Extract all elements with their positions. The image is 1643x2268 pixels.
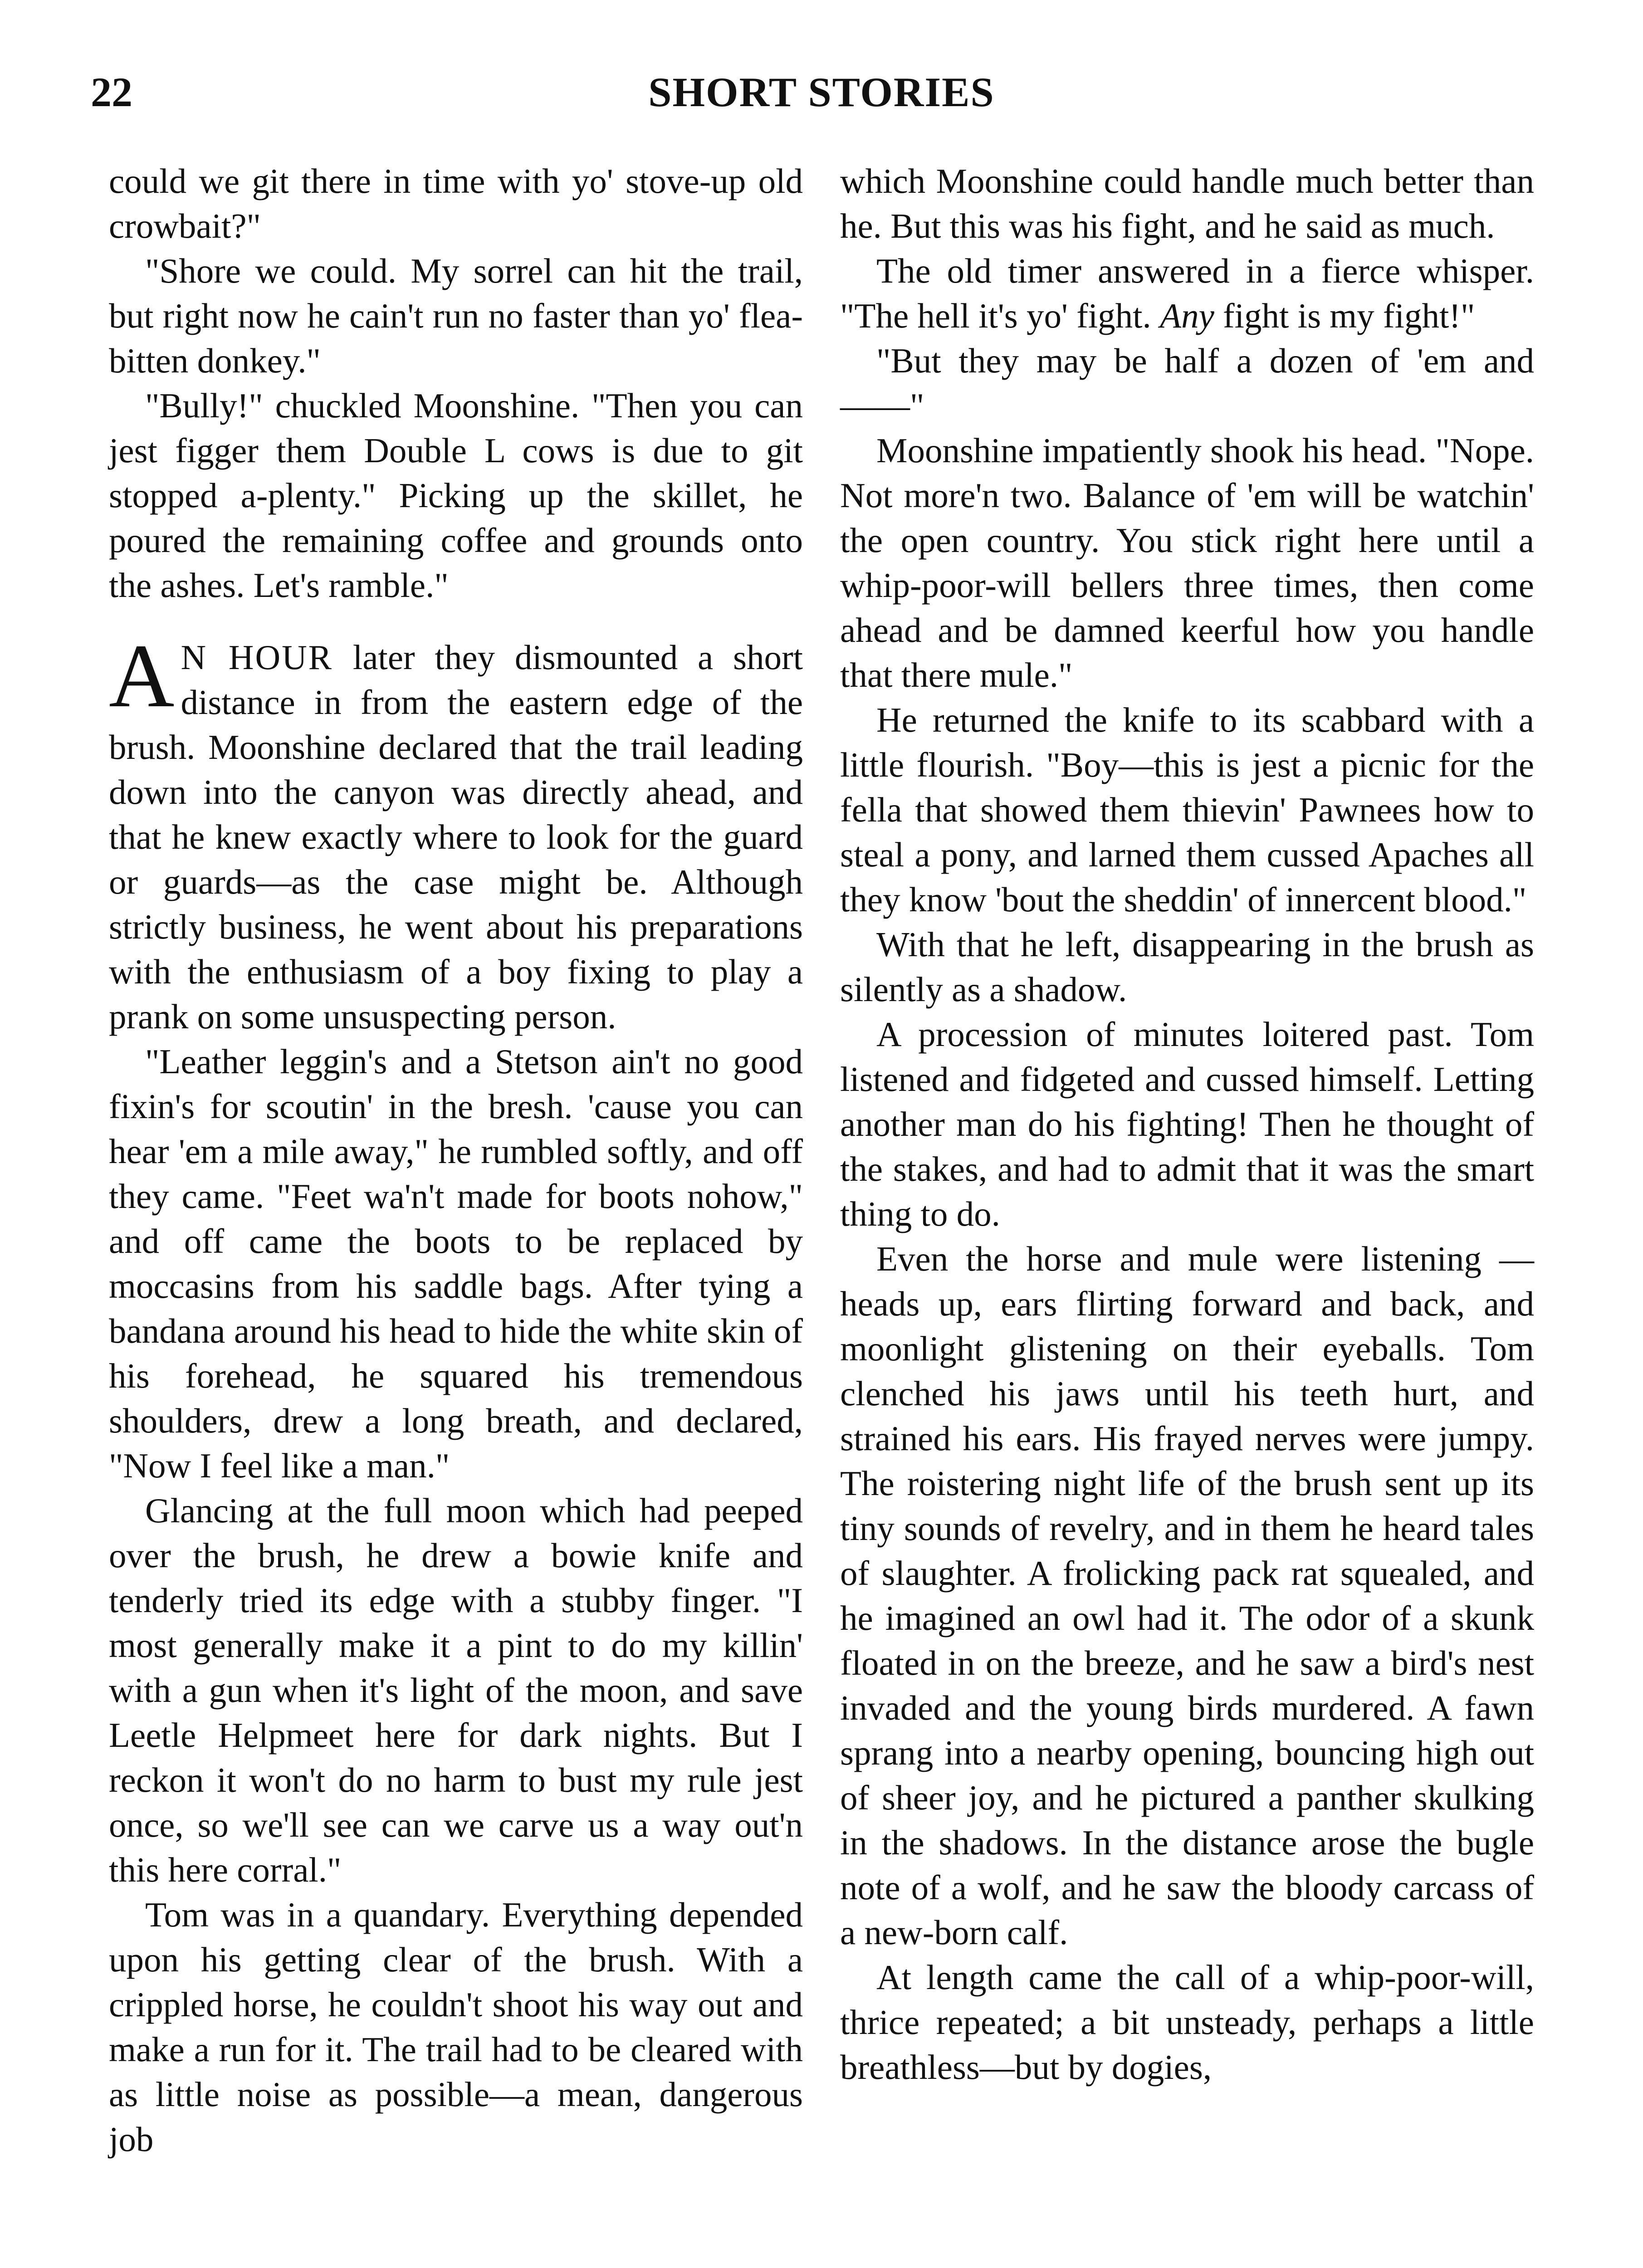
right-column: [840, 159, 1534, 2090]
paragraph: Even the horse and mule were listening —heads up, ears flirting forward and back, and moonlight glistening on their eyeballs. Tom clenched his jaws until his teeth hurt, and strained his ears. His frayed nerves were jumpy. The roistering night life of the brush sent up its tiny sounds of revelry, and in them he heard tales of slaughter. A frolicking pack rat squealed, and he imagined an owl had it. The odor of a skunk floated in on the breeze, and he saw a bird's nest invaded and the young birds murdered. A fawn sprang into a nearby opening, bouncing high out of sheer joy, and he pictured a panther skulking in the shadows. In the distance arose the bugle note of a wolf, and he saw the bloody carcass of a new-born calf.: [840, 1239, 1534, 1952]
paragraph: "But they may be half a dozen of 'em and——": [840, 341, 1534, 425]
paragraph: could we git there in time with yo' stove-up old crowbait?": [109, 161, 803, 245]
paragraph: "Leather leggin's and a Stetson ain't no good fixin's for scoutin' in the bresh. 'cause you can hear 'em a mile away," he rumbled softly, and off they came. "Feet wa'n't made for boots nohow," and off came the boots to be replaced by moccasins from his saddle bags. After tying a bandana around his head to hide the white skin of his forehead, he squared his tremendous shoulders, drew a long breath, and declared, "Now I feel like a man.": [109, 1042, 803, 1485]
left-column: [109, 159, 803, 2162]
paragraph: A procession of minutes loitered past. Tom listened and fidgeted and cussed himself. Letting another man do his fighting! Then he thought of the stakes, and had to admit that it was the smart thing to do.: [840, 1015, 1534, 1233]
paragraph-text: The old timer answered in a fierce whisper. "The hell it's yo' fight.: [840, 251, 1534, 335]
paragraph: Glancing at the full moon which had peeped over the brush, he drew a bowie knife and tenderly tried its edge with a stubby finger. "I most generally make it a pint to do my killin' with a gun when it's light of the moon, and save Leetle Helpmeet here for dark nights. But I reckon it won't do no harm to bust my rule jest once, so we'll see can we carve us a way out'n this here corral.": [109, 1491, 803, 1889]
page-number: 22: [91, 69, 132, 115]
paragraph: "Bully!" chuckled Moonshine. "Then you can jest figger them Double L cows is due to git stopped a-plenty." Picking up the skillet, he poured the remaining coffee and grounds onto the ashes. Let's ramble.": [109, 386, 803, 605]
paragraph: At length came the call of a whip-poor-will, thrice repeated; a bit unsteady, perhaps a little breathless—but by dogies,: [840, 1958, 1534, 2087]
paragraph: He returned the knife to its scabbard with a little flourish. "Boy—this is jest a picnic for the fella that showed them thievin' Pawnees how to steal a pony, and larned them cussed Apaches all they know 'bout the sheddin' of innercent blood.": [840, 700, 1534, 919]
paragraph: Tom was in a quandary. Everything depended upon his getting clear of the brush. With a crippled horse, he couldn't shoot his way out and make a run for it. The trail had to be cleared with as little noise as possible—a mean, dangerous job: [109, 1895, 803, 2159]
emphasized-word: Any: [1160, 296, 1214, 335]
lead-in-caps: N HOUR: [181, 638, 333, 677]
section-opening-paragraph: [109, 626, 803, 1039]
paragraph: With that he left, disappearing in the brush as silently as a shadow.: [840, 925, 1534, 1009]
running-head-title: SHORT STORIES: [648, 69, 995, 115]
paragraph: which Moonshine could handle much better than he. But this was his fight, and he said as much.: [840, 161, 1534, 245]
paragraph: [840, 249, 1534, 338]
drop-cap: A: [109, 626, 175, 726]
paragraph-text: fight is my fight!": [1214, 296, 1475, 335]
paragraph: Moonshine impatiently shook his head. "Nope. Not more'n two. Balance of 'em will be watchin' the open country. You stick right here until a whip-poor-will bellers three times, then come ahead and be damned keerful how you handle that there mule.": [840, 431, 1534, 694]
paragraph: "Shore we could. My sorrel can hit the trail, but right now he cain't run no faster than yo' flea-bitten donkey.": [109, 251, 803, 380]
paragraph-text: later they dismounted a short distance in from the eastern edge of the brush. Moonshine declared that the trail leading down into the canyon was directly ahead, and that he knew exactly where to look for the guard or guards—as the case might be. Although strictly business, he went about his preparations with the enthusiasm of a boy fixing to play a prank on some unsuspecting person.: [109, 638, 803, 1036]
